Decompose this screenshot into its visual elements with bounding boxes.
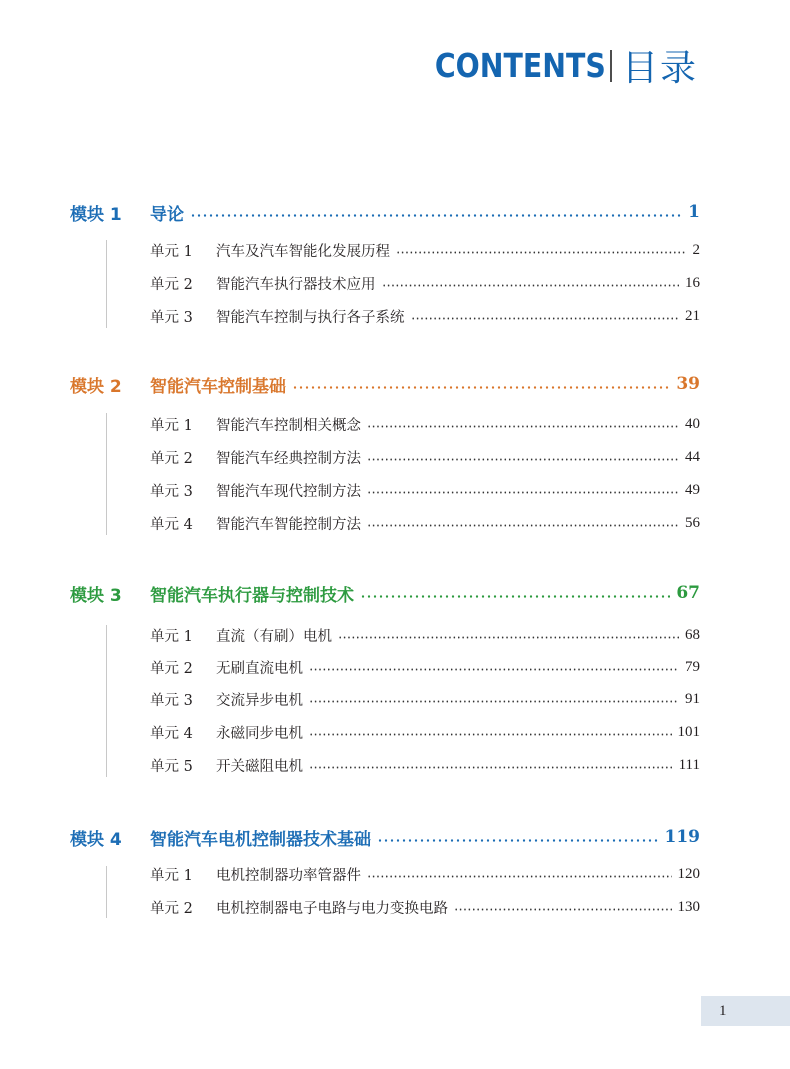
leader-dots xyxy=(292,386,670,389)
unit-entry[interactable] xyxy=(150,412,700,436)
unit-title: 智能汽车现代控制方法 xyxy=(216,483,361,500)
unit-page: 44 xyxy=(685,448,700,465)
unit-page: 56 xyxy=(685,514,700,531)
unit-group-bar xyxy=(106,625,107,777)
unit-entry[interactable] xyxy=(150,623,700,647)
leader-dots xyxy=(367,491,679,494)
unit-page: 79 xyxy=(685,658,700,675)
unit-entry[interactable] xyxy=(150,271,700,295)
unit-page: 130 xyxy=(677,898,700,915)
unit-title: 电机控制器电子电路与电力变换电路 xyxy=(216,900,448,917)
contents-header xyxy=(407,40,698,91)
unit-entry[interactable] xyxy=(150,862,700,886)
leader-dots xyxy=(377,839,659,842)
unit-number: 单元 4 xyxy=(150,725,193,742)
unit-entry[interactable] xyxy=(150,687,700,711)
leader-dots xyxy=(338,636,679,639)
module-page: 1 xyxy=(688,202,700,222)
unit-number: 单元 1 xyxy=(150,628,193,645)
contents-title-en: CONTENTS xyxy=(434,46,606,85)
unit-entry[interactable] xyxy=(150,445,700,469)
unit-number: 单元 1 xyxy=(150,867,193,884)
leader-dots xyxy=(411,317,680,320)
unit-title: 智能汽车控制与执行各子系统 xyxy=(216,309,405,326)
leader-dots xyxy=(309,766,673,769)
leader-dots xyxy=(454,908,672,911)
unit-page: 40 xyxy=(685,415,700,432)
leader-dots xyxy=(382,284,680,287)
unit-page: 120 xyxy=(677,865,700,882)
unit-number: 单元 3 xyxy=(150,309,193,326)
unit-number: 单元 1 xyxy=(150,417,193,434)
module-number: 模块 3 xyxy=(70,585,122,606)
module-number: 模块 1 xyxy=(70,204,122,225)
page-number: 1 xyxy=(719,1002,727,1019)
module-title: 导论 xyxy=(150,204,184,225)
unit-group-bar xyxy=(106,413,107,535)
unit-number: 单元 2 xyxy=(150,900,193,917)
unit-number: 单元 2 xyxy=(150,450,193,467)
unit-page: 21 xyxy=(685,307,700,324)
unit-number: 单元 4 xyxy=(150,516,193,533)
unit-page: 111 xyxy=(678,756,700,773)
unit-title: 智能汽车控制相关概念 xyxy=(216,417,361,434)
leader-dots xyxy=(396,251,687,254)
contents-title-cn: 目录 xyxy=(621,48,698,89)
unit-title: 永磁同步电机 xyxy=(216,725,303,742)
header-separator xyxy=(610,50,612,82)
module-heading[interactable] xyxy=(70,369,700,399)
unit-number: 单元 3 xyxy=(150,692,193,709)
leader-dots xyxy=(309,700,679,703)
leader-dots xyxy=(367,524,679,527)
unit-page: 16 xyxy=(685,274,700,291)
leader-dots xyxy=(360,595,670,598)
module-page: 39 xyxy=(676,374,700,394)
module-heading[interactable] xyxy=(70,197,700,227)
unit-number: 单元 3 xyxy=(150,483,193,500)
unit-entry[interactable] xyxy=(150,895,700,919)
unit-number: 单元 1 xyxy=(150,243,193,260)
unit-title: 智能汽车智能控制方法 xyxy=(216,516,361,533)
unit-title: 交流异步电机 xyxy=(216,692,303,709)
unit-entry[interactable] xyxy=(150,753,700,777)
unit-page: 91 xyxy=(685,690,700,707)
leader-dots xyxy=(367,458,679,461)
unit-number: 单元 2 xyxy=(150,660,193,677)
module-title: 智能汽车电机控制器技术基础 xyxy=(150,829,371,850)
unit-title: 汽车及汽车智能化发展历程 xyxy=(216,243,390,260)
unit-group-bar xyxy=(106,240,107,328)
unit-entry[interactable] xyxy=(150,478,700,502)
unit-entry[interactable] xyxy=(150,238,700,262)
unit-entry[interactable] xyxy=(150,655,700,679)
unit-number: 单元 2 xyxy=(150,276,193,293)
module-page: 67 xyxy=(676,583,700,603)
page-number-box xyxy=(701,996,790,1026)
leader-dots xyxy=(309,733,672,736)
leader-dots xyxy=(190,214,682,217)
unit-page: 101 xyxy=(677,723,700,740)
unit-number: 单元 5 xyxy=(150,758,193,775)
unit-page: 2 xyxy=(692,241,700,258)
leader-dots xyxy=(367,425,679,428)
unit-entry[interactable] xyxy=(150,304,700,328)
module-page: 119 xyxy=(664,827,700,847)
unit-title: 开关磁阻电机 xyxy=(216,758,303,775)
module-number: 模块 4 xyxy=(70,829,122,850)
unit-page: 49 xyxy=(685,481,700,498)
leader-dots xyxy=(309,668,679,671)
leader-dots xyxy=(367,875,672,878)
module-heading[interactable] xyxy=(70,578,700,608)
module-number: 模块 2 xyxy=(70,376,122,397)
unit-title: 智能汽车经典控制方法 xyxy=(216,450,361,467)
unit-title: 智能汽车执行器技术应用 xyxy=(216,276,376,293)
unit-page: 68 xyxy=(685,626,700,643)
module-title: 智能汽车控制基础 xyxy=(150,376,286,397)
unit-title: 直流（有刷）电机 xyxy=(216,628,332,645)
module-title: 智能汽车执行器与控制技术 xyxy=(150,585,354,606)
unit-entry[interactable] xyxy=(150,720,700,744)
unit-title: 电机控制器功率管器件 xyxy=(216,867,361,884)
unit-title: 无刷直流电机 xyxy=(216,660,303,677)
unit-entry[interactable] xyxy=(150,511,700,535)
module-heading[interactable] xyxy=(70,822,700,852)
unit-group-bar xyxy=(106,866,107,918)
